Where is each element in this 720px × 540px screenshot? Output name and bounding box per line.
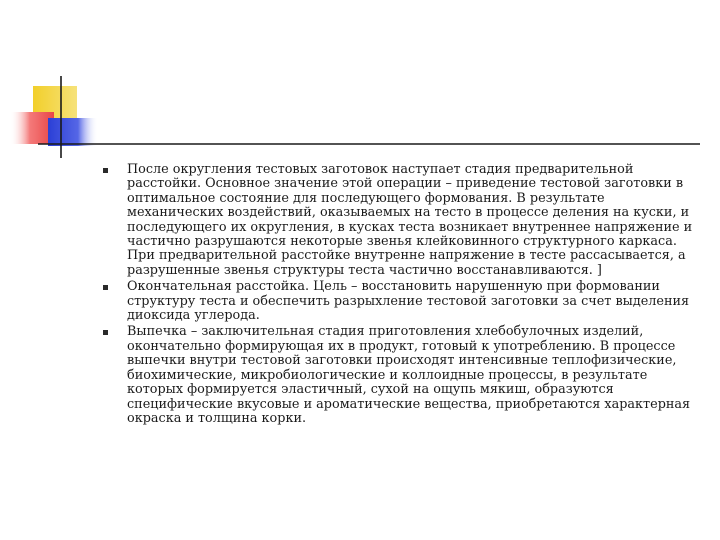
bullet-text: Окончательная расстойка. Цель – восстановить нарушенную при формовании структуру теста и обеспечить разрыхление тестовой заготовки за счет выделения диоксида углерода.: [127, 279, 690, 324]
list-item: [103, 280, 693, 323]
list-item: [103, 163, 693, 278]
square-bullet-icon: [103, 168, 108, 173]
bullet-list: [103, 163, 693, 428]
blue-gradient-bar: [48, 118, 98, 146]
bullet-text: Выпечка – заключительная стадия приготовления хлебобулочных изделий, окончательно формирующая их в продукт, готовый к употреблению. В процессе выпечки внутри тестовой заготовки происходят интенсивные теплофизические, биохимические, микробиологические и коллоидные процессы, в результате которых формируется эластичный, сухой на ощупь мякиш, образуются специфические вкусовые и ароматические вещества, приобретаются характерная окраска и толщина корки.: [127, 324, 691, 426]
bullet-text: После округления тестовых заготовок наступает стадия предварительной расстойки. Основное значение этой операции – приведение тестовой заготовки в оптимальное состояние для последующего формования. В результате механических воздействий, оказываемых на тесто в процессе деления на куски, и последующего их округления, в кусках теста возникает внутреннее напряжение и частично разрушаются некоторые звенья клейковинного структурного каркаса. При предварительной расстойке внутренне напряжение в тесте рассасывается, а разрушенные звенья структуры теста частично восстанавливаются. ]: [127, 162, 693, 278]
list-item: [103, 325, 693, 426]
square-bullet-icon: [103, 285, 108, 290]
square-bullet-icon: [103, 330, 108, 335]
red-gradient-bar: [10, 112, 54, 144]
